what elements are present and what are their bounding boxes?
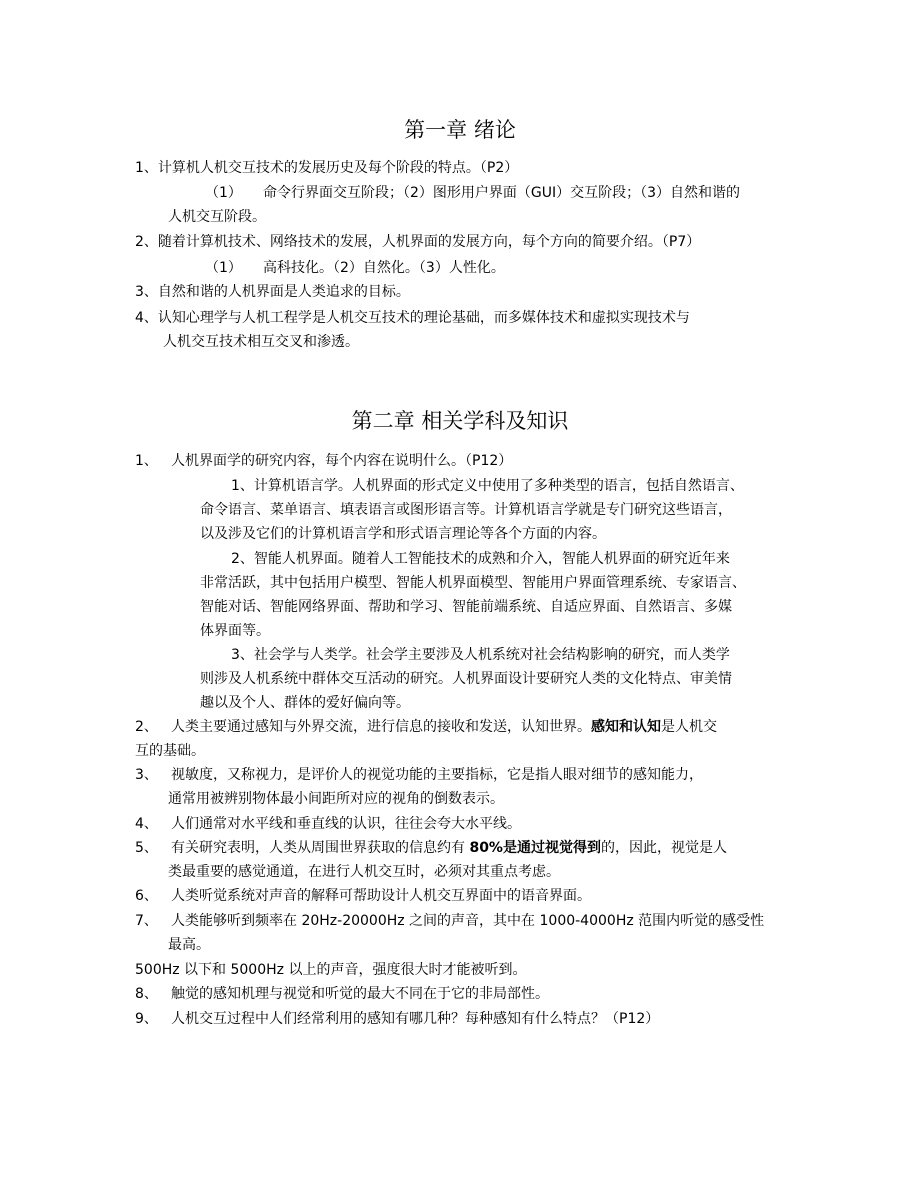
ch2-p1-line1: 1、计算机语言学。人机界面的形式定义中使用了多种类型的语言，包括自然语言、 (231, 478, 744, 494)
item-text: 人类主要通过感知与外界交流，进行信息的接收和发送，认知世界。 (171, 719, 591, 735)
item-text: 计算机人机交互技术的发展历史及每个阶段的特点。（P2） (157, 160, 519, 176)
item-text: 自然和谐的人机界面是人类追求的目标。 (157, 284, 410, 300)
ch2-p3-line3: 趣以及个人、群体的爱好偏向等。 (200, 695, 410, 711)
item-number: 3、 (135, 284, 158, 300)
item-number: 3、 (135, 767, 158, 783)
ch1-item-1 (135, 158, 518, 178)
item-number: 2、 (135, 234, 158, 250)
ch2-p2-line3: 智能对话、智能网络界面、帮助和学习、智能前端系统、自适应界面、自然语言、多媒 (200, 599, 732, 615)
ch2-p1-line3: 以及涉及它们的计算机语言学和形式语言理论等各个方面的内容。 (200, 526, 606, 542)
item-number: 1、 (135, 453, 158, 469)
ch2-item-9 (135, 1009, 659, 1029)
ch2-p3-line1: 3、社会学与人类学。社会学主要涉及人机系统对社会结构影响的研究，而人类学 (231, 647, 730, 663)
ch2-item-5-cont: 类最重要的感觉通道，在进行人机交互时，必须对其重点考虑。 (168, 864, 560, 880)
item-number: 8、 (135, 986, 158, 1002)
item-text: 触觉的感知机理与视觉和听觉的最大不同在于它的非局部性。 (171, 986, 549, 1002)
item-number: 4、 (135, 816, 158, 832)
ch2-item-5 (135, 838, 727, 858)
chapter2-title: 第二章 相关学科及知识 (351, 409, 569, 433)
ch1-item-1-answer-cont: 人机交互阶段。 (168, 209, 266, 225)
ch2-item-2 (135, 717, 717, 737)
ch2-p2-line2: 非常活跃，其中包括用户模型、智能人机界面模型、智能用户界面管理系统、专家语言、 (200, 575, 746, 591)
ch2-item-7b: 500Hz 以下和 5000Hz 以上的声音，强度很大时才能被听到。 (135, 962, 527, 978)
ch2-p1-line2: 命令语言、菜单语言、填表语言或图形语言等。计算机语言学就是专门研究这些语言， (200, 502, 732, 518)
item-number: 6、 (135, 888, 158, 904)
item-number: 9、 (135, 1011, 158, 1027)
item-text: 有关研究表明，人类从周围世界获取的信息约有 (171, 840, 470, 856)
ch2-item-3-cont: 通常用被辨别物体最小间距所对应的视角的倒数表示。 (168, 791, 504, 807)
item-text-tail: 是人机交 (661, 719, 717, 735)
ch2-item-2-cont: 互的基础。 (135, 743, 205, 759)
chapter1-title: 第一章 绪论 (404, 118, 516, 142)
item-text: 视敏度，又称视力，是评价人的视觉功能的主要指标，它是指人眼对细节的感知能力， (171, 767, 703, 783)
bold-emphasis: 80%是通过视觉得到 (469, 840, 601, 856)
ch2-item-4 (135, 814, 521, 834)
item-number: 7、 (135, 913, 158, 929)
item-text: 人类听觉系统对声音的解释可帮助设计人机交互界面中的语音界面。 (171, 888, 591, 904)
bold-emphasis: 感知和认知 (591, 719, 661, 735)
ch1-item-4 (135, 308, 690, 328)
item-text: 人机界面学的研究内容，每个内容在说明什么。（P12） (171, 453, 513, 469)
item-text-tail: 的，因此，视觉是人 (600, 840, 727, 856)
item-number: 5、 (135, 840, 158, 856)
item-text: 随着计算机技术、网络技术的发展，人机界面的发展方向，每个方向的简要介绍。（P7） (157, 234, 701, 250)
ch1-item-2-answer (205, 258, 505, 278)
ch1-item-3 (135, 282, 410, 302)
ch2-item-6 (135, 886, 591, 906)
item-text: 人类能够听到频率在 20Hz-20000Hz 之间的声音，其中在 1000-4000Hz 范围内听觉的感受性 (171, 913, 765, 929)
ch2-item-3 (135, 765, 703, 785)
ch2-item-1 (135, 451, 512, 471)
item-text: 认知心理学与人机工程学是人机交互技术的理论基础，而多媒体技术和虚拟实现技术与 (157, 310, 690, 326)
ch2-item-7-cont: 最高。 (168, 937, 210, 953)
item-text: 人们通常对水平线和垂直线的认识，往往会夸大水平线。 (171, 816, 521, 832)
sub-text: 命令行界面交互阶段；（2）图形用户界面（GUI）交互阶段；（3）自然和谐的 (263, 185, 741, 201)
ch1-item-2 (135, 232, 700, 252)
ch1-item-4-cont: 人机交互技术相互交叉和渗透。 (163, 334, 359, 350)
ch2-item-7 (135, 911, 764, 931)
ch1-item-1-answer (205, 183, 740, 203)
item-text: 人机交互过程中人们经常利用的感知有哪几种？每种感知有什么特点？（P12） (171, 1011, 660, 1027)
sub-number: （1） (205, 185, 242, 201)
ch2-p2-line1: 2、智能人机界面。随着人工智能技术的成熟和介入，智能人机界面的研究近年来 (231, 551, 730, 567)
item-number: 4、 (135, 310, 158, 326)
sub-text: 高科技化。（2）自然化。（3）人性化。 (263, 260, 505, 276)
item-number: 2、 (135, 719, 158, 735)
ch2-p2-line4: 体界面等。 (200, 623, 270, 639)
ch2-p3-line2: 则涉及人机系统中群体交互活动的研究。人机界面设计要研究人类的文化特点、审美情 (200, 671, 732, 687)
ch2-item-8 (135, 984, 549, 1004)
sub-number: （1） (205, 260, 242, 276)
item-number: 1、 (135, 160, 158, 176)
